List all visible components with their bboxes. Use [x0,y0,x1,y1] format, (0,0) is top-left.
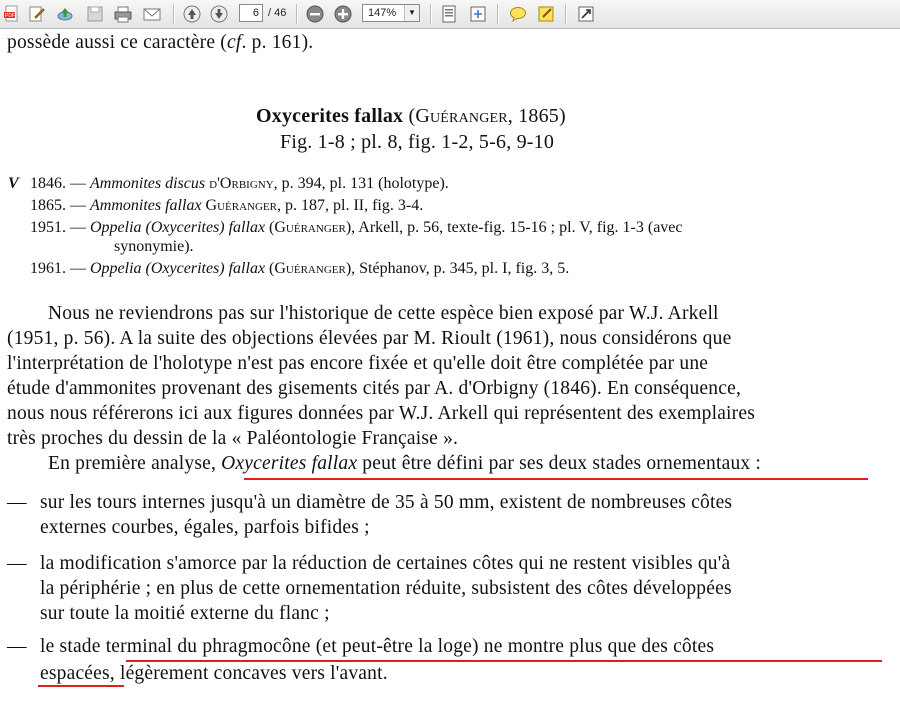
bullet-line: la modification s'amorce par la réduction de certaines côtes qui ne restent visibles qu'à [40,553,731,574]
save-icon[interactable] [84,3,106,25]
zoom-select[interactable] [362,4,420,22]
zoom-in-icon[interactable] [332,3,354,25]
bullet-dash: — [7,553,27,574]
top-line: possède aussi ce caractère (cf. p. 161). [7,32,314,53]
bullet-line: la périphérie ; en plus de cette ornementation réduite, subsistent des côtes développées [40,578,732,599]
print-icon[interactable] [112,3,134,25]
document-page [0,29,900,704]
citation-1961: 1961. — Oppelia (Oxycerites) fallax (Guéranger), Stéphanov, p. 345, pl. I, fig. 3, 5. [30,260,570,277]
citation-1865: 1865. — Ammonites fallax Guéranger, p. 187, pl. II, fig. 3-4. [30,197,424,214]
annotation-underline [38,685,124,687]
fullscreen-icon[interactable] [575,3,597,25]
paragraph-line: très proches du dessin de la « Paléontologie Française ». [7,428,459,449]
annotation-underline [244,478,868,480]
email-icon[interactable] [141,3,163,25]
page-number-input[interactable]: 6 [239,4,263,22]
paragraph-line: (1951, p. 56). A la suite des objections élevées par M. Rioult (1961), nous considérons que [7,328,732,349]
paragraph-line: nous nous référerons ici aux figures données par W.J. Arkell qui représentent des exemplaires [7,403,756,424]
bullet-dash: — [7,492,27,513]
page-total: / 46 [268,7,287,19]
paragraph-line: Nous ne reviendrons pas sur l'historique de cette espèce bien exposé par W.J. Arkell [48,303,719,324]
toolbar [0,0,900,29]
edit-icon[interactable] [26,3,48,25]
bullet-line: espacées, légèrement concaves vers l'avant. [40,663,388,684]
paragraph-line: étude d'ammonites provenant des gisements cités par A. d'Orbigny (1846). En conséquence, [7,378,742,399]
highlight-note-icon[interactable] [535,3,557,25]
zoom-value: 147% [368,7,397,19]
page-down-icon[interactable] [208,3,230,25]
citation-1951: 1951. — Oppelia (Oxycerites) fallax (Guéranger), Arkell, p. 56, texte-fig. 15-16 ; pl. V, fig. 1-3 (avec [30,219,683,236]
species-heading: Oxycerites fallax (Guéranger, 1865) [256,105,566,127]
zoom-out-icon[interactable] [304,3,326,25]
bullet-line: le stade terminal du phragmocône (et peut-être la loge) ne montre plus que des côtes [40,636,715,657]
annotation-underline [126,660,882,662]
bullet-line: sur toute la moitié externe du flanc ; [40,603,330,624]
upload-icon[interactable] [54,3,76,25]
paragraph-line: l'interprétation de l'holotype n'est pas encore fixée et qu'elle doit être complétée par une [7,353,709,374]
pdf-icon[interactable] [1,3,23,25]
bullet-line: sur les tours internes jusqu'à un diamètre de 35 à 50 mm, existent de nombreuses côtes [40,492,733,513]
bullet-line: externes courbes, égales, parfois bifides ; [40,517,370,538]
page-up-icon[interactable] [181,3,203,25]
citation-1951-continued: synonymie). [114,238,194,255]
comment-icon[interactable] [507,3,529,25]
chevron-down-icon[interactable]: ▼ [404,5,419,21]
figure-refs: Fig. 1-8 ; pl. 8, fig. 1-2, 5-6, 9-10 [280,131,555,153]
single-page-icon[interactable] [438,3,460,25]
fit-page-icon[interactable] [467,3,489,25]
bullet-dash: — [7,636,27,657]
citation-1846: V 1846. — Ammonites discus d'Orbigny, p. 394, pl. 131 (holotype). [8,175,449,192]
analysis-line: En première analyse, Oxycerites fallax peut être défini par ses deux stades ornementaux : [48,453,762,474]
svg-text:PDF: PDF [5,13,15,19]
